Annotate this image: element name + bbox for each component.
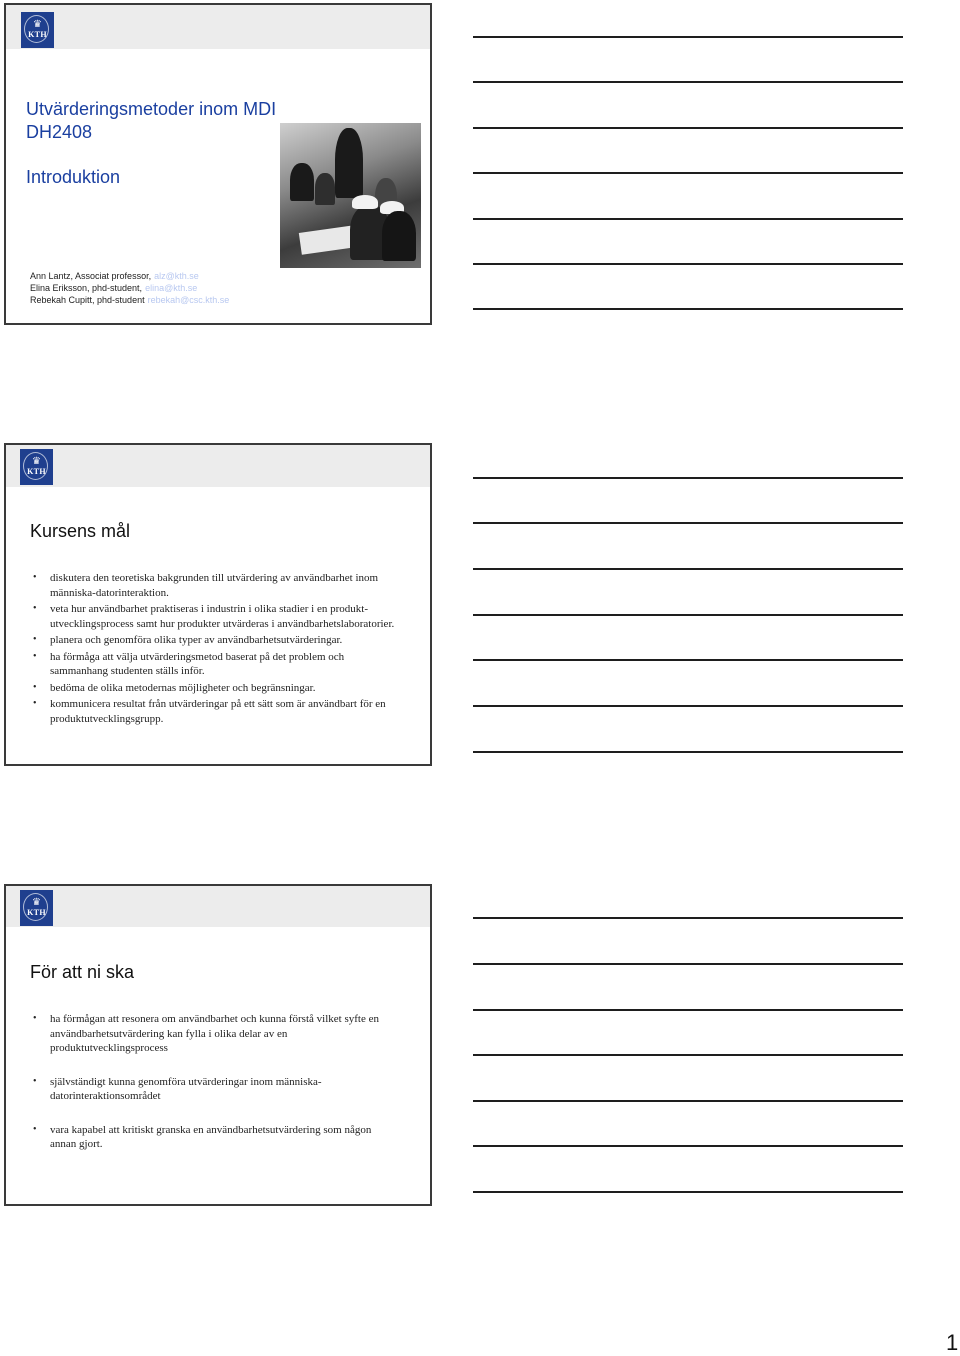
- list-item: • ha förmågan att resonera om användbarhet och kunna förstå vilket syfte en användbarhetsutvärdering kan fylla i olika delar av en produktutvecklingsprocess: [33, 1013, 379, 1054]
- slide-title: För att ni ska: [30, 962, 135, 982]
- slide-header: [6, 5, 430, 49]
- list-item: • bedöma de olika metodernas möjligheter och begränsningar.: [33, 681, 316, 694]
- author-line: Ann Lantz, Associat professor, alz@kth.se: [30, 271, 199, 281]
- note-line: [473, 917, 903, 919]
- slide-header: [6, 445, 430, 487]
- goal-list: [30, 571, 394, 726]
- logo-text: KTH: [27, 908, 46, 917]
- email-link[interactable]: alz@kth.se: [154, 271, 199, 281]
- logo-ring: [24, 15, 49, 43]
- collage-photo: [280, 123, 421, 268]
- author-list: [30, 270, 330, 306]
- slide-title: Kursens mål: [30, 521, 131, 541]
- note-line: [473, 751, 903, 753]
- crown-icon: ♛: [33, 19, 42, 30]
- logo-text: KTH: [27, 467, 46, 476]
- note-line: [473, 568, 903, 570]
- note-line: [473, 1100, 903, 1102]
- note-line: [473, 1191, 903, 1193]
- list-item: • självständigt kunna genomföra utvärderingar inom människa- datorinteraktionsområdet: [33, 1075, 322, 1102]
- list-item: • planera och genomföra olika typer av användbarhetsutvärderingar.: [33, 634, 343, 646]
- note-line: [473, 705, 903, 707]
- note-line: [473, 614, 903, 616]
- slide-1: [4, 3, 432, 325]
- note-line: [473, 263, 903, 265]
- author-line: Elina Eriksson, phd-student, elina@kth.se: [30, 283, 198, 293]
- note-line: [473, 308, 903, 310]
- kth-logo: [21, 12, 54, 48]
- list-item: • diskutera den teoretiska bakgrunden till utvärdering av användbarhet inom människa-datorinteraktion.: [33, 572, 379, 599]
- note-line: [473, 963, 903, 965]
- logo-ring: [23, 893, 48, 921]
- author-line: Rebekah Cupitt, phd-student rebekah@csc.kth.se: [30, 295, 230, 305]
- note-line: [473, 1054, 903, 1056]
- page-number: 1: [946, 1330, 959, 1355]
- note-line: [473, 1145, 903, 1147]
- note-line: [473, 36, 903, 38]
- list-item: • veta hur användbarhet praktiseras i industrin i olika stadier i en produkt- utvecklingsprocess samt hur produkter utvärderas i användbarhetslaboratorier.: [33, 603, 395, 630]
- crown-icon: ♛: [32, 897, 41, 908]
- kth-logo: [20, 890, 53, 926]
- list-item: • ha förmåga att välja utvärderingsmetod baserat på det problem och sammanhang studenten ställs inför.: [33, 650, 345, 677]
- note-line: [473, 172, 903, 174]
- presentation-subtitle: Introduktion: [26, 167, 121, 187]
- note-line: [473, 1009, 903, 1011]
- logo-text: KTH: [28, 30, 47, 39]
- list-item: • kommunicera resultat från utvärderingar på ett sätt som är användbart för en produktutvecklingsgrupp.: [33, 698, 386, 725]
- presentation-title: [26, 98, 276, 144]
- note-line: [473, 127, 903, 129]
- note-line: [473, 81, 903, 83]
- note-line: [473, 477, 903, 479]
- note-line: [473, 522, 903, 524]
- list-item: • vara kapabel att kritiskt granska en användbarhetsutvärdering som någon annan gjort.: [33, 1123, 372, 1150]
- goal-list: [30, 1012, 379, 1152]
- slide-header: [6, 886, 430, 927]
- slide-2: [4, 443, 432, 766]
- title-line: DH2408: [26, 122, 93, 142]
- email-link[interactable]: rebekah@csc.kth.se: [147, 295, 230, 305]
- crown-icon: ♛: [32, 456, 41, 467]
- note-line: [473, 218, 903, 220]
- email-link[interactable]: elina@kth.se: [145, 283, 198, 293]
- note-line: [473, 659, 903, 661]
- slide-3: [4, 884, 432, 1206]
- kth-logo: [20, 449, 53, 485]
- title-line: Utvärderingsmetoder inom MDI: [26, 99, 277, 119]
- logo-ring: [23, 452, 48, 480]
